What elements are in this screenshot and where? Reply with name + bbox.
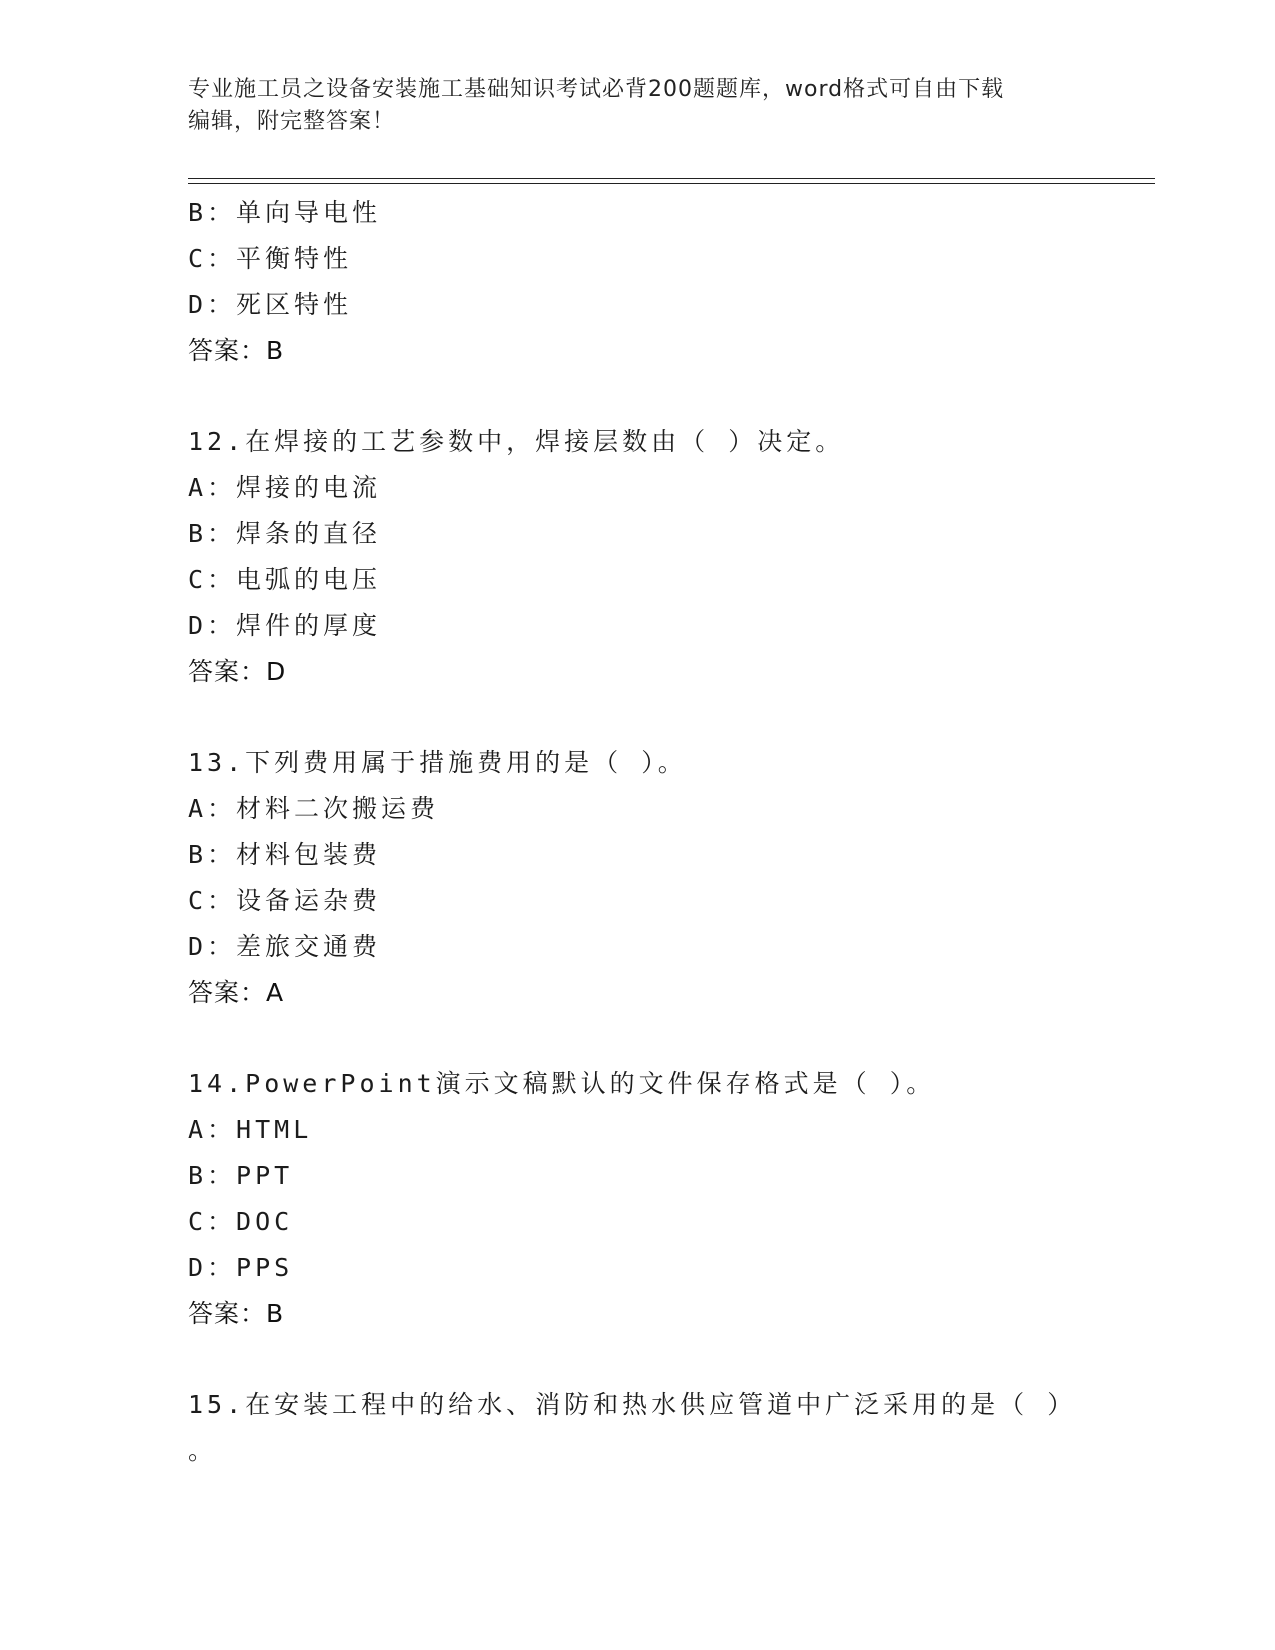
header-divider-top: [188, 178, 1155, 179]
question-text: 15.在安装工程中的给水、消防和热水供应管道中广泛采用的是（ ）: [188, 1390, 1077, 1419]
answer-text: 答案：A: [188, 978, 285, 1007]
option-c: C：设备运杂费: [188, 886, 382, 915]
header-line-2: 编辑，附完整答案！: [188, 109, 396, 134]
question-list: [188, 190, 1148, 1474]
question-text: 12.在焊接的工艺参数中，焊接层数由（ ）决定。: [188, 427, 845, 456]
spacer: [188, 1337, 1148, 1382]
answer-text: 答案：B: [188, 336, 285, 365]
header-divider-bottom: [188, 183, 1155, 184]
document-header: [188, 74, 1088, 138]
option-d: D：死区特性: [188, 290, 353, 319]
option-b: B：材料包装费: [188, 840, 382, 869]
option-a: A：HTML: [188, 1115, 313, 1144]
header-line-1: 专业施工员之设备安装施工基础知识考试必背200题题库，word格式可自由下载: [188, 77, 1005, 102]
option-b: B：焊条的直径: [188, 519, 382, 548]
question-block-15: [188, 1382, 1148, 1474]
question-text: 14.PowerPoint演示文稿默认的文件保存格式是（ ）。: [188, 1069, 936, 1098]
option-a: A：焊接的电流: [188, 473, 382, 502]
option-c: C：平衡特性: [188, 244, 353, 273]
question-block-12: [188, 419, 1148, 695]
question-block-11: [188, 190, 1148, 374]
option-a: A：材料二次搬运费: [188, 794, 440, 823]
answer-text: 答案：D: [188, 657, 287, 686]
option-d: D：差旅交通费: [188, 932, 382, 961]
option-b: B：PPT: [188, 1161, 294, 1190]
spacer: [188, 695, 1148, 740]
spacer: [188, 374, 1148, 419]
option-b: B：单向导电性: [188, 198, 382, 227]
question-block-13: [188, 740, 1148, 1016]
option-d: D：PPS: [188, 1253, 294, 1282]
option-c: C：电弧的电压: [188, 565, 382, 594]
answer-text: 答案：B: [188, 1299, 285, 1328]
option-c: C：DOC: [188, 1207, 294, 1236]
option-d: D：焊件的厚度: [188, 611, 382, 640]
question-block-14: [188, 1061, 1148, 1337]
question-text-continued: 。: [188, 1436, 218, 1465]
question-text: 13.下列费用属于措施费用的是（ ）。: [188, 748, 687, 777]
spacer: [188, 1016, 1148, 1061]
